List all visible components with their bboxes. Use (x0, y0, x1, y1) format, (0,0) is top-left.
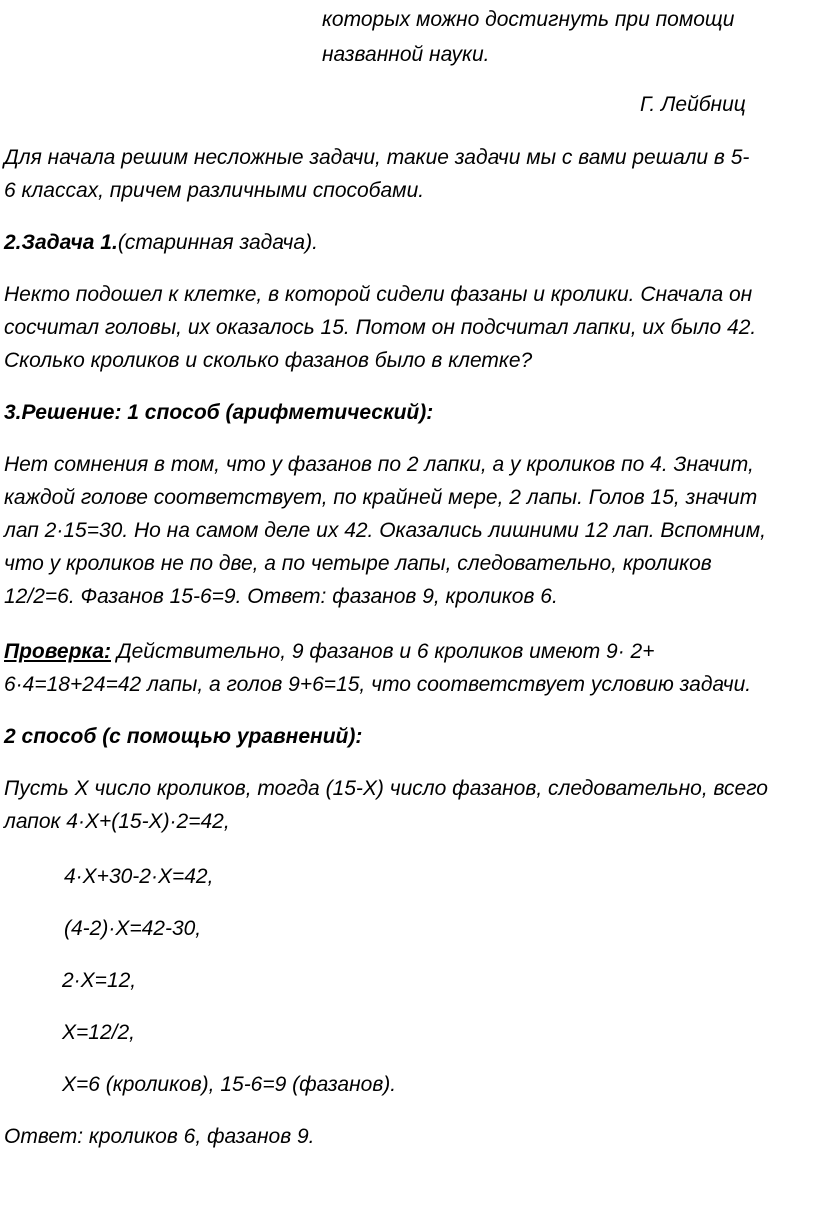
solution1-line-5: 12/2=6. Фазанов 15-6=9. Ответ: фазанов 9, кроликов 6. (4, 585, 558, 608)
solution2-heading: 2 способ (с помощью уравнений): (4, 725, 363, 748)
solution2-line-2: лапок 4·Х+(15-Х)·2=42, (4, 810, 230, 833)
task-line-1: Некто подошел к клетке, в которой сидели фазаны и кролики. Сначала он (4, 283, 753, 306)
check-text: Действительно, 9 фазанов и 6 кроликов имеют 9· 2+ (111, 640, 655, 663)
equation-step-5: Х=6 (кроликов), 15-6=9 (фазанов). (62, 1073, 397, 1096)
equation-step-1: 4·Х+30-2·Х=42, (64, 865, 214, 888)
epigraph-author: Г. Лейбниц (640, 93, 746, 116)
check-label: Проверка: (4, 640, 111, 663)
solution1-line-1: Нет сомнения в том, что у фазанов по 2 лапки, а у кроликов по 4. Значит, (4, 453, 754, 476)
solution1-line-3: лап 2·15=30. Но на самом деле их 42. Оказались лишними 12 лап. Вспомним, (4, 519, 766, 542)
task-heading: 2.Задача 1. (4, 231, 118, 254)
task-line-3: Сколько кроликов и сколько фазанов было в клетке? (4, 349, 533, 372)
solution2-line-1: Пусть Х число кроликов, тогда (15-Х) число фазанов, следовательно, всего (4, 777, 768, 800)
solution1-line-2: каждой голове соответствует, по крайней мере, 2 лапы. Голов 15, значит (4, 486, 758, 509)
check-line-1 (4, 635, 810, 668)
task-heading-note: (старинная задача). (117, 231, 318, 254)
check-line-2: 6·4=18+24=42 лапы, а голов 9+6=15, что соответствует условию задачи. (4, 673, 752, 696)
task-heading-line (4, 226, 810, 259)
intro-line-2: 6 классах, причем различными способами. (4, 179, 425, 202)
equation-step-3: 2·Х=12, (62, 969, 137, 992)
epigraph-line-1: которых можно достигнуть при помощи (322, 8, 735, 31)
intro-line-1: Для начала решим несложные задачи, такие задачи мы с вами решали в 5- (4, 146, 750, 169)
equation-step-2: (4-2)·Х=42-30, (64, 917, 202, 940)
solution1-heading: 3.Решение: 1 способ (арифметический): (4, 401, 434, 424)
epigraph-line-2: названной науки. (322, 43, 490, 66)
final-answer: Ответ: кроликов 6, фазанов 9. (4, 1125, 315, 1148)
solution1-line-4: что у кроликов не по две, а по четыре лапы, следовательно, кроликов (4, 552, 712, 575)
equation-step-4: Х=12/2, (62, 1021, 135, 1044)
task-line-2: сосчитал головы, их оказалось 15. Потом он подсчитал лапки, их было 42. (4, 316, 757, 339)
